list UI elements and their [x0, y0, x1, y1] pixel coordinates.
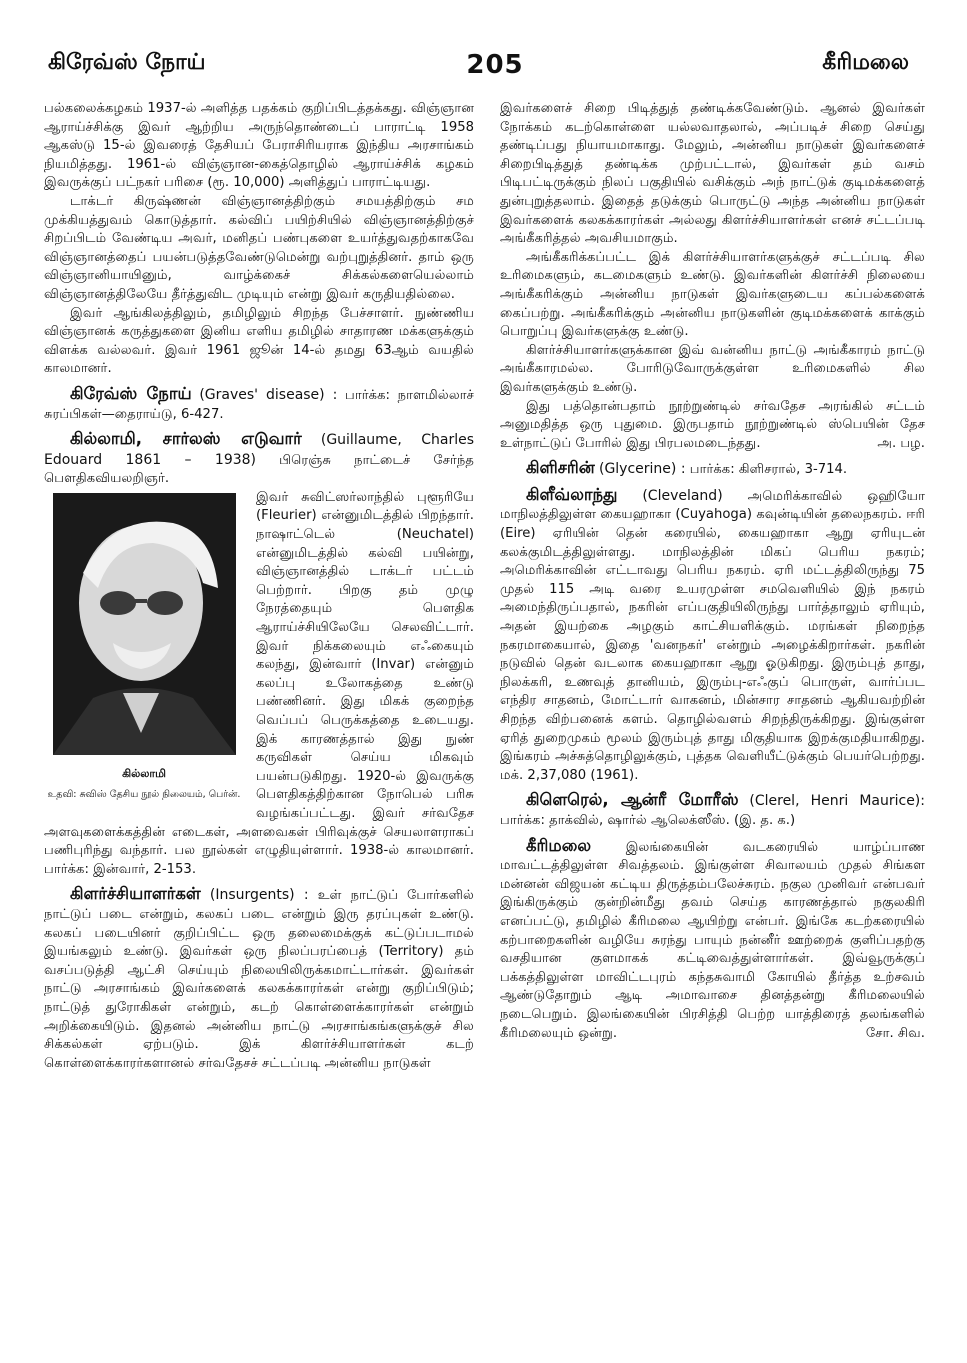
running-head-left: கிரேவ்ஸ் நோய் [48, 50, 206, 75]
entry-latin-name: (Guillaume, Charles Edouard 1861 – 1938) [44, 432, 474, 468]
entry-heading: கிரேவ்ஸ் நோய் [70, 383, 192, 403]
right-column [500, 100, 925, 1043]
entry-heading: கிளிசரின் [526, 458, 595, 478]
insurgents-paragraph-2: அங்கீகரிக்கப்பட்ட இக் கிளர்ச்சியாளர்களுக்குச் சட்டப்படி சில உரிமைகளும், கடமைகளும் உண்டு. இவர்களின் கிளர்ச்சி நிலையை அங்கீகரிக்கும் அன்னிய நாடுகள் இவர்களுடைய கப்பல்களைக் கைப்பற்று. அங்கீகரிக்கும் அன்னிய நாடுகளின் குடிமக்களைக் காக்கும் பொறுப்பு இவர்களுக்கு உண்டு. [500, 249, 925, 340]
entry-body: இலங்கையின் வடகரையில் யாழ்ப்பாண மாவட்டத்திலுள்ள சிவத்தலம். இங்குள்ள சிவாலயம் முதல் சிங்கள மன்னன் விஜயன் கட்டிய திருத்தம்பலேச்சுரம். நகுல முனிவர் என்பவர் இங்கிருக்கும் குன்றின்மீது தவம் செய்த காரணத்தால் நகுலகிரி எனப்பட்டு, தமிழில் கீரிமலை ஆயிற்று என்பர். இங்கே கடற்கரையில் கற்பாறைகளின் வழியே சுரந்து பாயும் நன்னீர் ஊற்றைக் குளிப்பதற்கு வசதியான குளமாகக் கட்டிவைத்துள்ளார்கள். இவ்வூருக்குப் பக்கத்திலுள்ள மாவிட்டபுரம் கந்தசுவாமி கோயில் தீர்த்த உற்சவம் ஆண்டுதோறும் ஆடி அமாவாசை தினத்தன்று கீரிமலையில் நடைபெறும். இலங்கையின் பிரசித்தி பெற்ற யாத்திரைத் தலங்களில் கீரிமலையும் ஒன்று. [500, 839, 925, 1041]
entry-insurgents [44, 885, 474, 1073]
portrait-figure [44, 491, 244, 802]
portrait-caption: கில்லாமி [122, 766, 166, 780]
entry-body: இவர் சுவிட்ஸர்லாந்தில் புளூரியே (Fleurier) என்னுமிடத்தில் பிறந்தார். நாஷாட்டெல் (Neuchatel) என்னுமிடத்தில் கல்வி பயின்று, விஞ்ஞானத்தில் டாக்டர் பட்டம் பெற்றார். பிறகு தம் முழு நேரத்தையும் பௌதிக ஆராய்ச்சியிலேயே செலவிட்டார். இவர் நிக்கலையும் எஃகையும் கலந்து, இன்வார் (Invar) என்னும் கலப்பு உலோகத்தை உண்டு பண்ணினர். இது மிகக் குறைந்த வெப்பப் பெருக்கத்தை உடையது. இக் காரணத்தால் இது நுண் கருவிகள் செய்ய மிகவும் பயன்படுகிறது. 1920-ல் இவருக்கு பௌதிகத்திற்கான நோபெல் பரிசு வழங்கப்பட்டது. இவர் சர்வதேச அளவுகளைக்கத்தின் எடைகள், அளவைகள் பிரிவுக்குச் செயலாளராகப் பணிபுரிந்து வந்தார். பல நூல்கள் எழுதியுள்ளார். 1938-ல் காலமானர். பார்க்க: இன்வார், 2-153. [44, 489, 474, 877]
entry-latin-name: (Insurgents) : [209, 887, 309, 904]
entry-cleveland [500, 486, 925, 786]
portrait-image [53, 493, 236, 755]
krishnan-paragraph-3: இவர் ஆங்கிலத்திலும், தமிழிலும் சிறந்த பேச்சாளர். நுண்ணிய விஞ்ஞானக் கருத்துகளை இனிய எளிய தமிழில் சாதாரண மக்களுக்கும் விளக்க வல்லவர். இவர் 1961 ஜூன் 14-ல் தமது 63ஆம் வயதில் காலமானர். [44, 305, 474, 377]
insurgents-paragraph-cont: இவர்களைச் சிறை பிடித்துத் தண்டிக்கவேண்டும். ஆனல் இவர்கள் நோக்கம் கடற்கொள்ளை யல்லவாதலால், அப்படிச் சிறை செய்து தண்டிப்பது நியாயமாகாது. மேலும், அன்னிய நாடுகள் இவர்களைச் சிறைபிடித்துத் தண்டிக்க முற்பட்டால், இவர்கள் தம் வசம் பிடிபட்டிருக்கும் நிலப் பகுதியில் வசிக்கும் அந் நாட்டுக் குடிமக்களைத் துன்புறுத்தலாம். இதைத் தடுக்கும் பொருட்டு அந்த அன்னிய நாடுகள் இவர்களைக் கலகக்காரர்கள் அல்லது கிளர்ச்சியாளர்கள் எனச் சட்டப்படி அங்கீகரித்தல் அவசியமாகும். [500, 101, 925, 247]
entry-latin-name: (Graves' disease) : [199, 386, 338, 403]
page-number: 205 [466, 50, 524, 80]
entry-clerel [500, 791, 925, 830]
author-signature: சோ. சிவ. [865, 1025, 925, 1041]
entry-body: பார்க்க: நாளமில்லாச் சுரப்பிகள்—தைராய்டு, 6-427. [44, 387, 474, 422]
entry-keerimalai [500, 837, 925, 1044]
portrait-credit: உதவி: சுவிஸ் தேசிய நூல் நிலையம், பெர்ன். [47, 789, 241, 801]
entry-heading: கிளீவ்லாந்து [526, 484, 618, 504]
paragraph-text: இது பத்தொன்பதாம் நூற்றுண்டில் சர்வதேச அரங்கில் சட்டம் அனுமதித்த ஒரு புதுமை. இருபதாம் நூற்றுண்டில் ஸ்பெயின் தேச உள்நாட்டுப் போரில் இது பிரபலமடைந்தது. [500, 398, 925, 451]
author-signature: அ. பழ. [877, 435, 925, 451]
entry-guillaume [44, 430, 474, 879]
entry-intro: பிரெஞ்சு நாட்டைச் சேர்ந்த பௌதிகவியலறிஞர். [44, 452, 474, 487]
entry-body: அமெரிக்காவில் ஒஹியோ மாநிலத்திலுள்ள கையஹாகா (Cuyahoga) கவுன்டியின் தலைநகரம். ஈரி (Eire) ஏரியின் தென் கரையில், கையஹாகா ஆறு ஏரியுடன் கலக்குமிடத்திலுள்ளது. மாநிலத்தின் மிகப் பெரிய நகரம்; அமெரிக்காவின் எட்டாவது பெரிய நகரம். ஏரி மட்டத்திலிருந்து 75 முதல் 115 அடி வரை உயரமுள்ள சமவெளியில் இந் நகரம் அமைந்திருப்பதால், நகரின் எப்பகுதியிலிருந்து பார்த்தாலும் ஏரியும், அதன் இயற்கை அழகும் காட்சியளிக்கும். மரங்கள் நிறைந்த நகரமாகையால், இதை 'வனநகர்' என்றும் அழைக்கிறார்கள். நகரின் நடுவில் தென் வடலாக கையஹாகா ஆறு ஓடுகிறது. இரும்புத் தாது, நிலக்கரி, உணவுத் தானியம், இரும்பு-எஃகுப் பொருள், வார்ப்பட எந்திர சாதனம், மோட்டார் வாகனம், மின்சார சாதனம் ஆகியவற்றின் சிறந்த விற்பனைக் களம். தொழில்வளம் சிறந்திருக்கிறது. இங்குள்ள ஏரித் துறைமுகம் மூலம் இரும்புத் தாது மிகுதியாக இறக்குமதியாகிறது. இங்கரம் அச்சுத்தொழிலுக்கும், புத்தக வெளியீட்டுக்கும் பெயர்பெற்றது. மக். 2,37,080 (1961). [500, 488, 925, 783]
entry-glycerine [500, 459, 925, 480]
insurgents-paragraph-3: கிளர்ச்சியாளர்களுக்கான இவ் வன்னிய நாட்டு அங்கீகாரம் நாட்டு அங்கீகாரமல்ல. போரிடுவோருக்குள்ள உரிமைகளில் சில இவர்களுக்கும் உண்டு. [500, 342, 925, 395]
entry-latin-name: (Glycerine) : [598, 461, 686, 478]
entry-body: பார்க்க: கிளிசரால், 3-714. [689, 462, 848, 478]
entry-latin-name: (Clerel, Henri Maurice): [749, 793, 925, 810]
entry-heading: கீரிமலை [526, 835, 592, 855]
entry-heading: கில்லாமி, சார்லஸ் எடுவார் [70, 429, 302, 449]
entry-body: உள் நாட்டுப் போர்களில் நாட்டுப் படை என்றும், கலகப் படை என்றும் இரு தரப்புகள் உண்டு. கலகப் படையினர் குறிப்பிட்ட ஒரு தலைமைக்குக் கட்டுப்படாமல் இயங்கலும் உண்டு. இவர்கள் ஒரு நிலப்பரப்பைத் (Territory) தம் வசப்படுத்தி ஆட்சி செய்யும் நிலையிலிருக்கமாட்டார்கள். இவர்கள் நாட்டு அரசாங்கம் இவர்களைக் கலகக்காரர்கள் என்று குறிப்பிடும்; நாட்டுத் துரோகிகள் என்றும், கடற் கொள்ளைக்காரர்கள் என்றும் அறிக்கையிடும். இதனல் அன்னிய நாட்டு அரசாங்கங்களுக்குச் சில சிக்கல்கள் ஏற்படும். இக் கிளர்ச்சியாளர்கள் கடற் கொள்ளைக்காரர்களானல் சர்வதேசச் சட்டப்படி அன்னிய நாடுகள் [44, 888, 474, 1071]
entry-body: பார்க்க: தாக்வில், ஷார்ல் ஆலெக்ஸீஸ். (இ. த. க.) [500, 812, 796, 828]
entry-graves-disease [44, 385, 474, 424]
krishnan-paragraph-1: பல்கலைக்கழகம் 1937-ல் அளித்த பதக்கம் குறிப்பிடத்தக்கது. விஞ்ஞான ஆராய்ச்சிக்கு இவர் ஆற்றிய அருந்தொண்டைப் பாராட்டி 1958 ஆகஸ்டு 15-ல் இவரைத் தேசியப் பேராசிரியராக இந்திய அரசாங்கம் நியமித்தது. 1961-ல் விஞ்ஞான-கைத்தொழில் ஆராய்ச்சிக் கழகம் இவருக்குப் பட்நகர் பரிசை (ரூ. 10,000) அளித்துப் பாராட்டியது. [44, 101, 474, 191]
entry-heading: கிளர்ச்சியாளர்கள் [70, 884, 201, 904]
insurgents-paragraph-4 [500, 398, 925, 454]
left-column [44, 100, 474, 1073]
portrait-photo [53, 493, 236, 755]
entry-latin-name: (Cleveland) [642, 487, 723, 504]
running-head-right: கீரிமலை [822, 50, 909, 75]
krishnan-paragraph-2: டாக்டர் கிருஷ்ணன் விஞ்ஞானத்திற்கும் சமயத்திற்கும் சம முக்கியத்துவம் கொடுத்தார். கல்விப் பயிற்சியில் விஞ்ஞானத்திற்குச் சிறப்பிடம் வேண்டிய அவர், மனிதப் பண்புகளை உயர்த்துவதற்காகவே விஞ்ஞானத்தைப் பயன்படுத்தவேண்டுமென்று வற்புறுத்தினர். தாம் ஒரு விஞ்ஞானியாயினும், வாழ்க்கைச் சிக்கல்களையெல்லாம் விஞ்ஞானத்திலேயே தீர்த்துவிட முடியும் என்று இவர் கருதியதில்லை. [44, 193, 474, 302]
entry-heading: கிளெரெல், ஆன்ரீ மோரீஸ் [526, 790, 739, 810]
